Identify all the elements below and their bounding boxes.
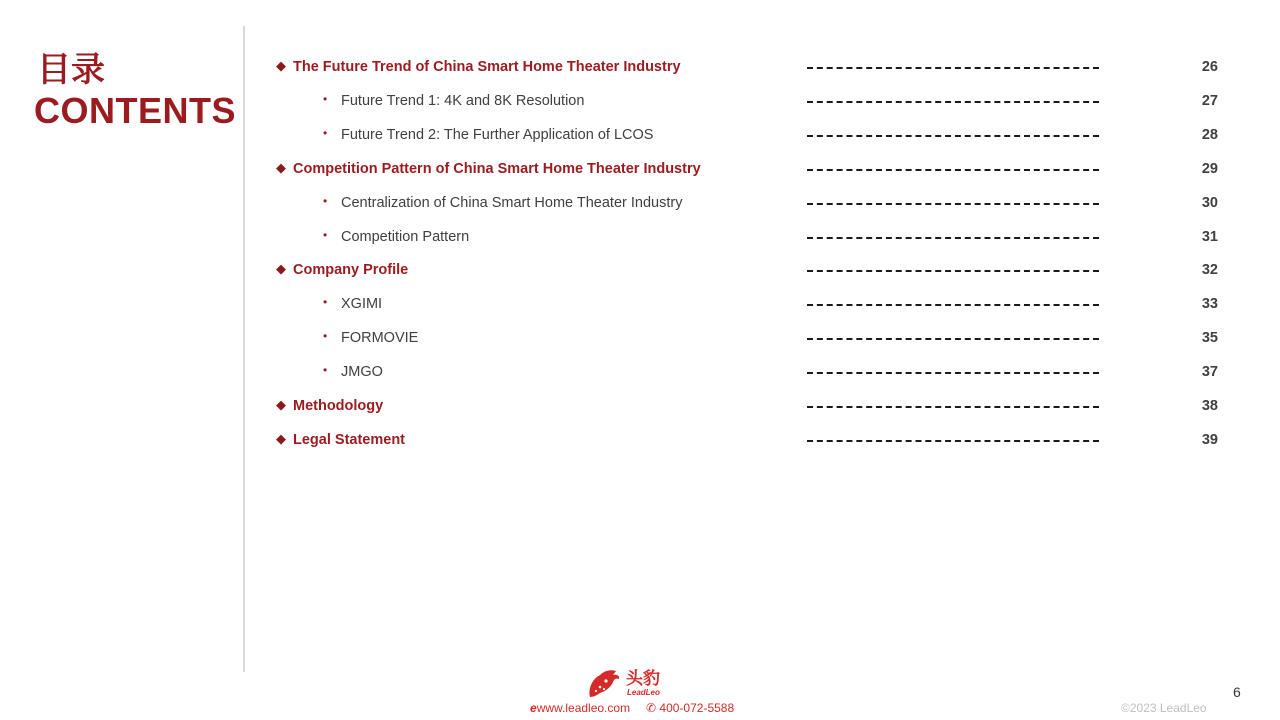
toc-entry[interactable] xyxy=(0,257,1280,291)
footer-phone xyxy=(646,701,734,715)
logo-text-english: LeadLeo xyxy=(627,688,660,697)
dot-bullet-icon: • xyxy=(323,227,328,242)
dot-bullet-icon: • xyxy=(323,295,328,310)
phone-icon: ✆ xyxy=(646,701,657,715)
logo-text-chinese: 头豹 xyxy=(626,669,660,689)
diamond-bullet-icon: ◆ xyxy=(276,58,286,73)
toc-entry[interactable] xyxy=(0,54,1280,88)
dotted-leader xyxy=(807,169,1099,171)
diamond-bullet-icon: ◆ xyxy=(276,397,286,412)
dotted-leader xyxy=(807,372,1099,374)
footer-website-link[interactable] xyxy=(530,701,630,715)
dot-bullet-icon: • xyxy=(323,363,328,378)
toc-entry[interactable] xyxy=(0,427,1280,461)
dotted-leader xyxy=(807,440,1099,442)
dotted-leader xyxy=(807,203,1099,205)
toc-subsection-label: Future Trend 2: The Further Application of LCOS xyxy=(341,126,654,143)
toc-subsection-label: JMGO xyxy=(341,364,383,381)
toc-subsection-label: Competition Pattern xyxy=(341,228,470,245)
toc-section-label: Company Profile xyxy=(293,262,409,279)
toc-entry[interactable] xyxy=(0,156,1280,190)
dotted-leader xyxy=(807,101,1099,103)
toc-entry[interactable] xyxy=(0,291,1280,325)
dotted-leader xyxy=(807,237,1099,239)
dotted-leader xyxy=(807,304,1099,306)
toc-subsection-label: XGIMI xyxy=(341,296,383,313)
ie-icon: e xyxy=(530,701,537,715)
diamond-bullet-icon: ◆ xyxy=(276,159,286,175)
slide-page-number: 6 xyxy=(1233,684,1241,700)
phone-text: 400-072-5588 xyxy=(659,701,735,715)
diamond-bullet-icon: ◆ xyxy=(276,430,286,446)
website-text: www.leadleo.com xyxy=(536,701,631,715)
dotted-leader xyxy=(807,135,1099,137)
copyright-text: ©2023 LeadLeo xyxy=(1121,701,1207,715)
toc-page-number: 31 xyxy=(1201,228,1218,245)
dotted-leader xyxy=(807,338,1099,340)
toc-page-number: 35 xyxy=(1201,330,1218,347)
toc-page-number: 26 xyxy=(1201,59,1218,75)
toc-section-label: The Future Trend of China Smart Home Theater Industry xyxy=(293,59,681,75)
toc-page-number: 38 xyxy=(1201,398,1218,414)
toc-page-number: 33 xyxy=(1201,296,1218,313)
diamond-bullet-icon: ◆ xyxy=(276,261,286,277)
toc-page-number: 29 xyxy=(1201,160,1218,177)
toc-entry[interactable] xyxy=(0,359,1280,393)
toc-page-number: 39 xyxy=(1201,431,1218,448)
contents-title-english: CONTENTS xyxy=(34,90,236,131)
dotted-leader xyxy=(807,406,1099,408)
dotted-leader xyxy=(807,270,1099,272)
toc-entry[interactable] xyxy=(0,190,1280,224)
dot-bullet-icon: • xyxy=(323,125,328,140)
toc-page-number: 32 xyxy=(1201,262,1218,279)
toc-page-number: 27 xyxy=(1201,92,1218,109)
toc-entry[interactable] xyxy=(0,393,1280,427)
toc-entry[interactable] xyxy=(0,88,1280,122)
toc-entry[interactable] xyxy=(0,325,1280,359)
dotted-leader xyxy=(807,67,1099,69)
toc-subsection-label: Future Trend 1: 4K and 8K Resolution xyxy=(341,92,585,109)
dot-bullet-icon: • xyxy=(323,329,328,344)
toc-entry[interactable] xyxy=(0,122,1280,156)
toc-section-label: Methodology xyxy=(293,398,384,414)
toc-page-number: 28 xyxy=(1201,126,1218,143)
toc-section-label: Legal Statement xyxy=(293,431,405,448)
toc-section-label: Competition Pattern of China Smart Home Theater Industry xyxy=(293,160,701,177)
toc-entry[interactable] xyxy=(0,224,1280,258)
toc-page-number: 37 xyxy=(1201,364,1218,381)
dot-bullet-icon: • xyxy=(323,193,328,208)
toc-subsection-label: Centralization of China Smart Home Theater Industry xyxy=(341,194,683,211)
toc-page-number: 30 xyxy=(1201,194,1218,211)
dot-bullet-icon: • xyxy=(323,91,328,106)
contents-title-chinese: 目录 xyxy=(37,50,105,90)
toc-subsection-label: FORMOVIE xyxy=(341,330,419,347)
